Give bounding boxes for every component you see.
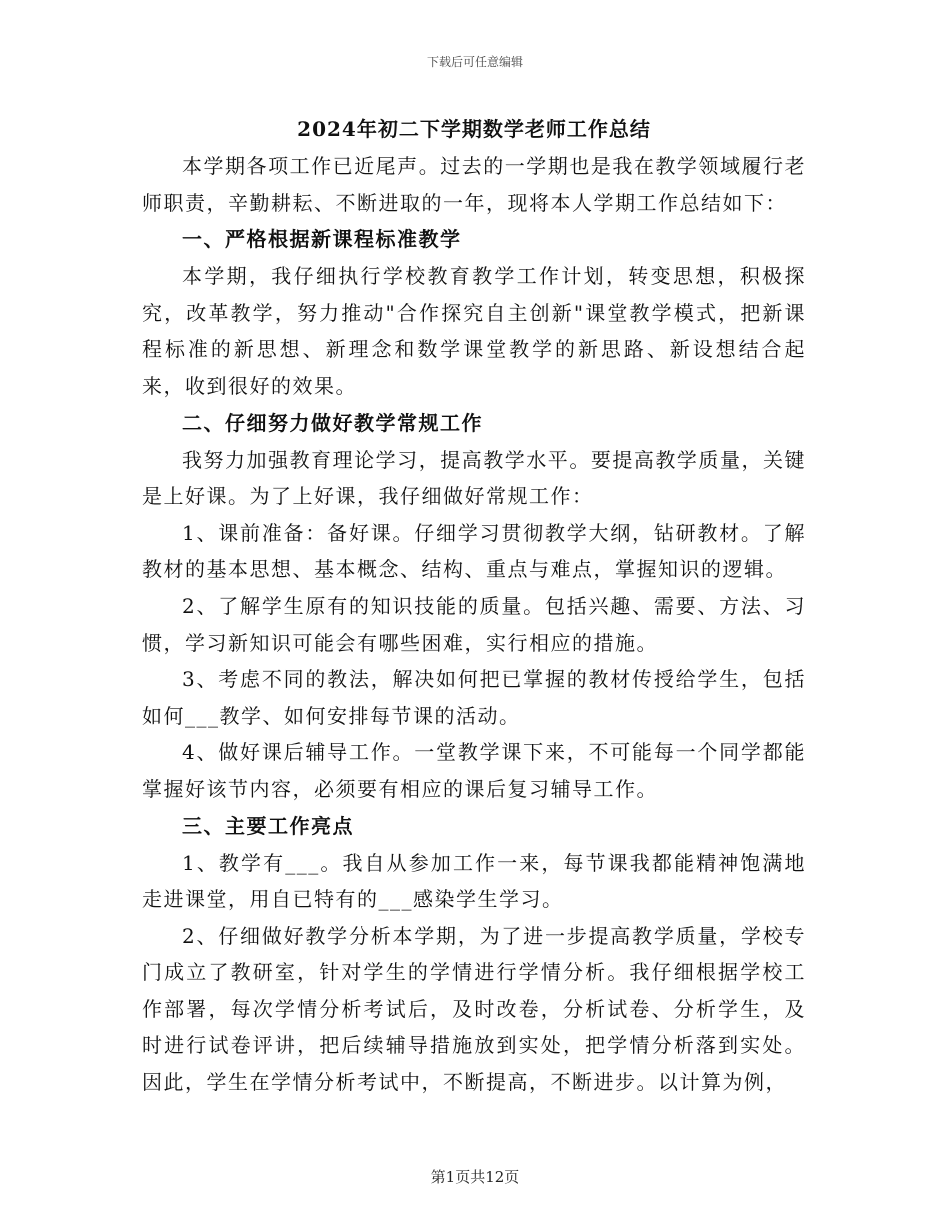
- document-body: [142, 112, 806, 1101]
- section-2-paragraph: 我努力加强教育理论学习，提高教学水平。要提高教学质量，关键是上好课。为了上好课，我仔细做好常规工作：: [142, 447, 806, 509]
- section-3-heading: 三、主要工作亮点: [182, 813, 354, 838]
- document-title: 2024年初二下学期数学老师工作总结: [297, 117, 651, 141]
- section-2-item-2: 2、了解学生原有的知识技能的质量。包括兴趣、需要、方法、习惯，学习新知识可能会有哪些困难，实行相应的措施。: [142, 593, 806, 655]
- section-2-item-3: 3、考虑不同的教法，解决如何把已掌握的教材传授给学生，包括如何___教学、如何安排每节课的活动。: [142, 667, 806, 728]
- section-2-item-4: 4、做好课后辅导工作。一堂教学课下来，不可能每一个同学都能掌握好该节内容，必须要有相应的课后复习辅导工作。: [142, 740, 806, 801]
- section-3-item-1: 1、教学有___。我自从参加工作一来，每节课我都能精神饱满地走进课堂，用自已特有的___感染学生学习。: [142, 850, 806, 912]
- section-2-heading: 二、仔细努力做好教学常规工作: [182, 410, 483, 435]
- section-2-item-1: 1、课前准备：备好课。仔细学习贯彻教学大纲，钻研教材。了解教材的基本思想、基本概念、结构、重点与难点，掌握知识的逻辑。: [142, 520, 806, 582]
- page-footer: 第1页共12页: [430, 1168, 520, 1186]
- section-3-item-2: 2、仔细做好教学分析本学期，为了进一步提高教学质量，学校专门成立了教研室，针对学生的学情进行学情分析。我仔细根据学校工作部署，每次学情分析考试后，及时改卷，分析试卷、分析学生，及时进行试卷评讲，把后续辅导措施放到实处，把学情分析落到实处。因此，学生在学情分析考试中，不断提高，不断进步。以计算为例，: [142, 923, 806, 1095]
- section-1-heading: 一、严格根据新课程标准教学: [182, 227, 462, 252]
- section-1-paragraph: 本学期，我仔细执行学校教育教学工作计划，转变思想，积极探究，改革教学，努力推动"合作探究自主创新"课堂教学模式，把新课程标准的新思想、新理念和数学课堂教学的新思路、新设想结合起来，收到很好的效果。: [142, 264, 806, 398]
- intro-paragraph: 本学期各项工作已近尾声。过去的一学期也是我在教学领域履行老师职责，辛勤耕耘、不断进取的一年，现将本人学期工作总结如下：: [142, 154, 806, 215]
- header-note: 下载后可任意编辑: [426, 55, 523, 69]
